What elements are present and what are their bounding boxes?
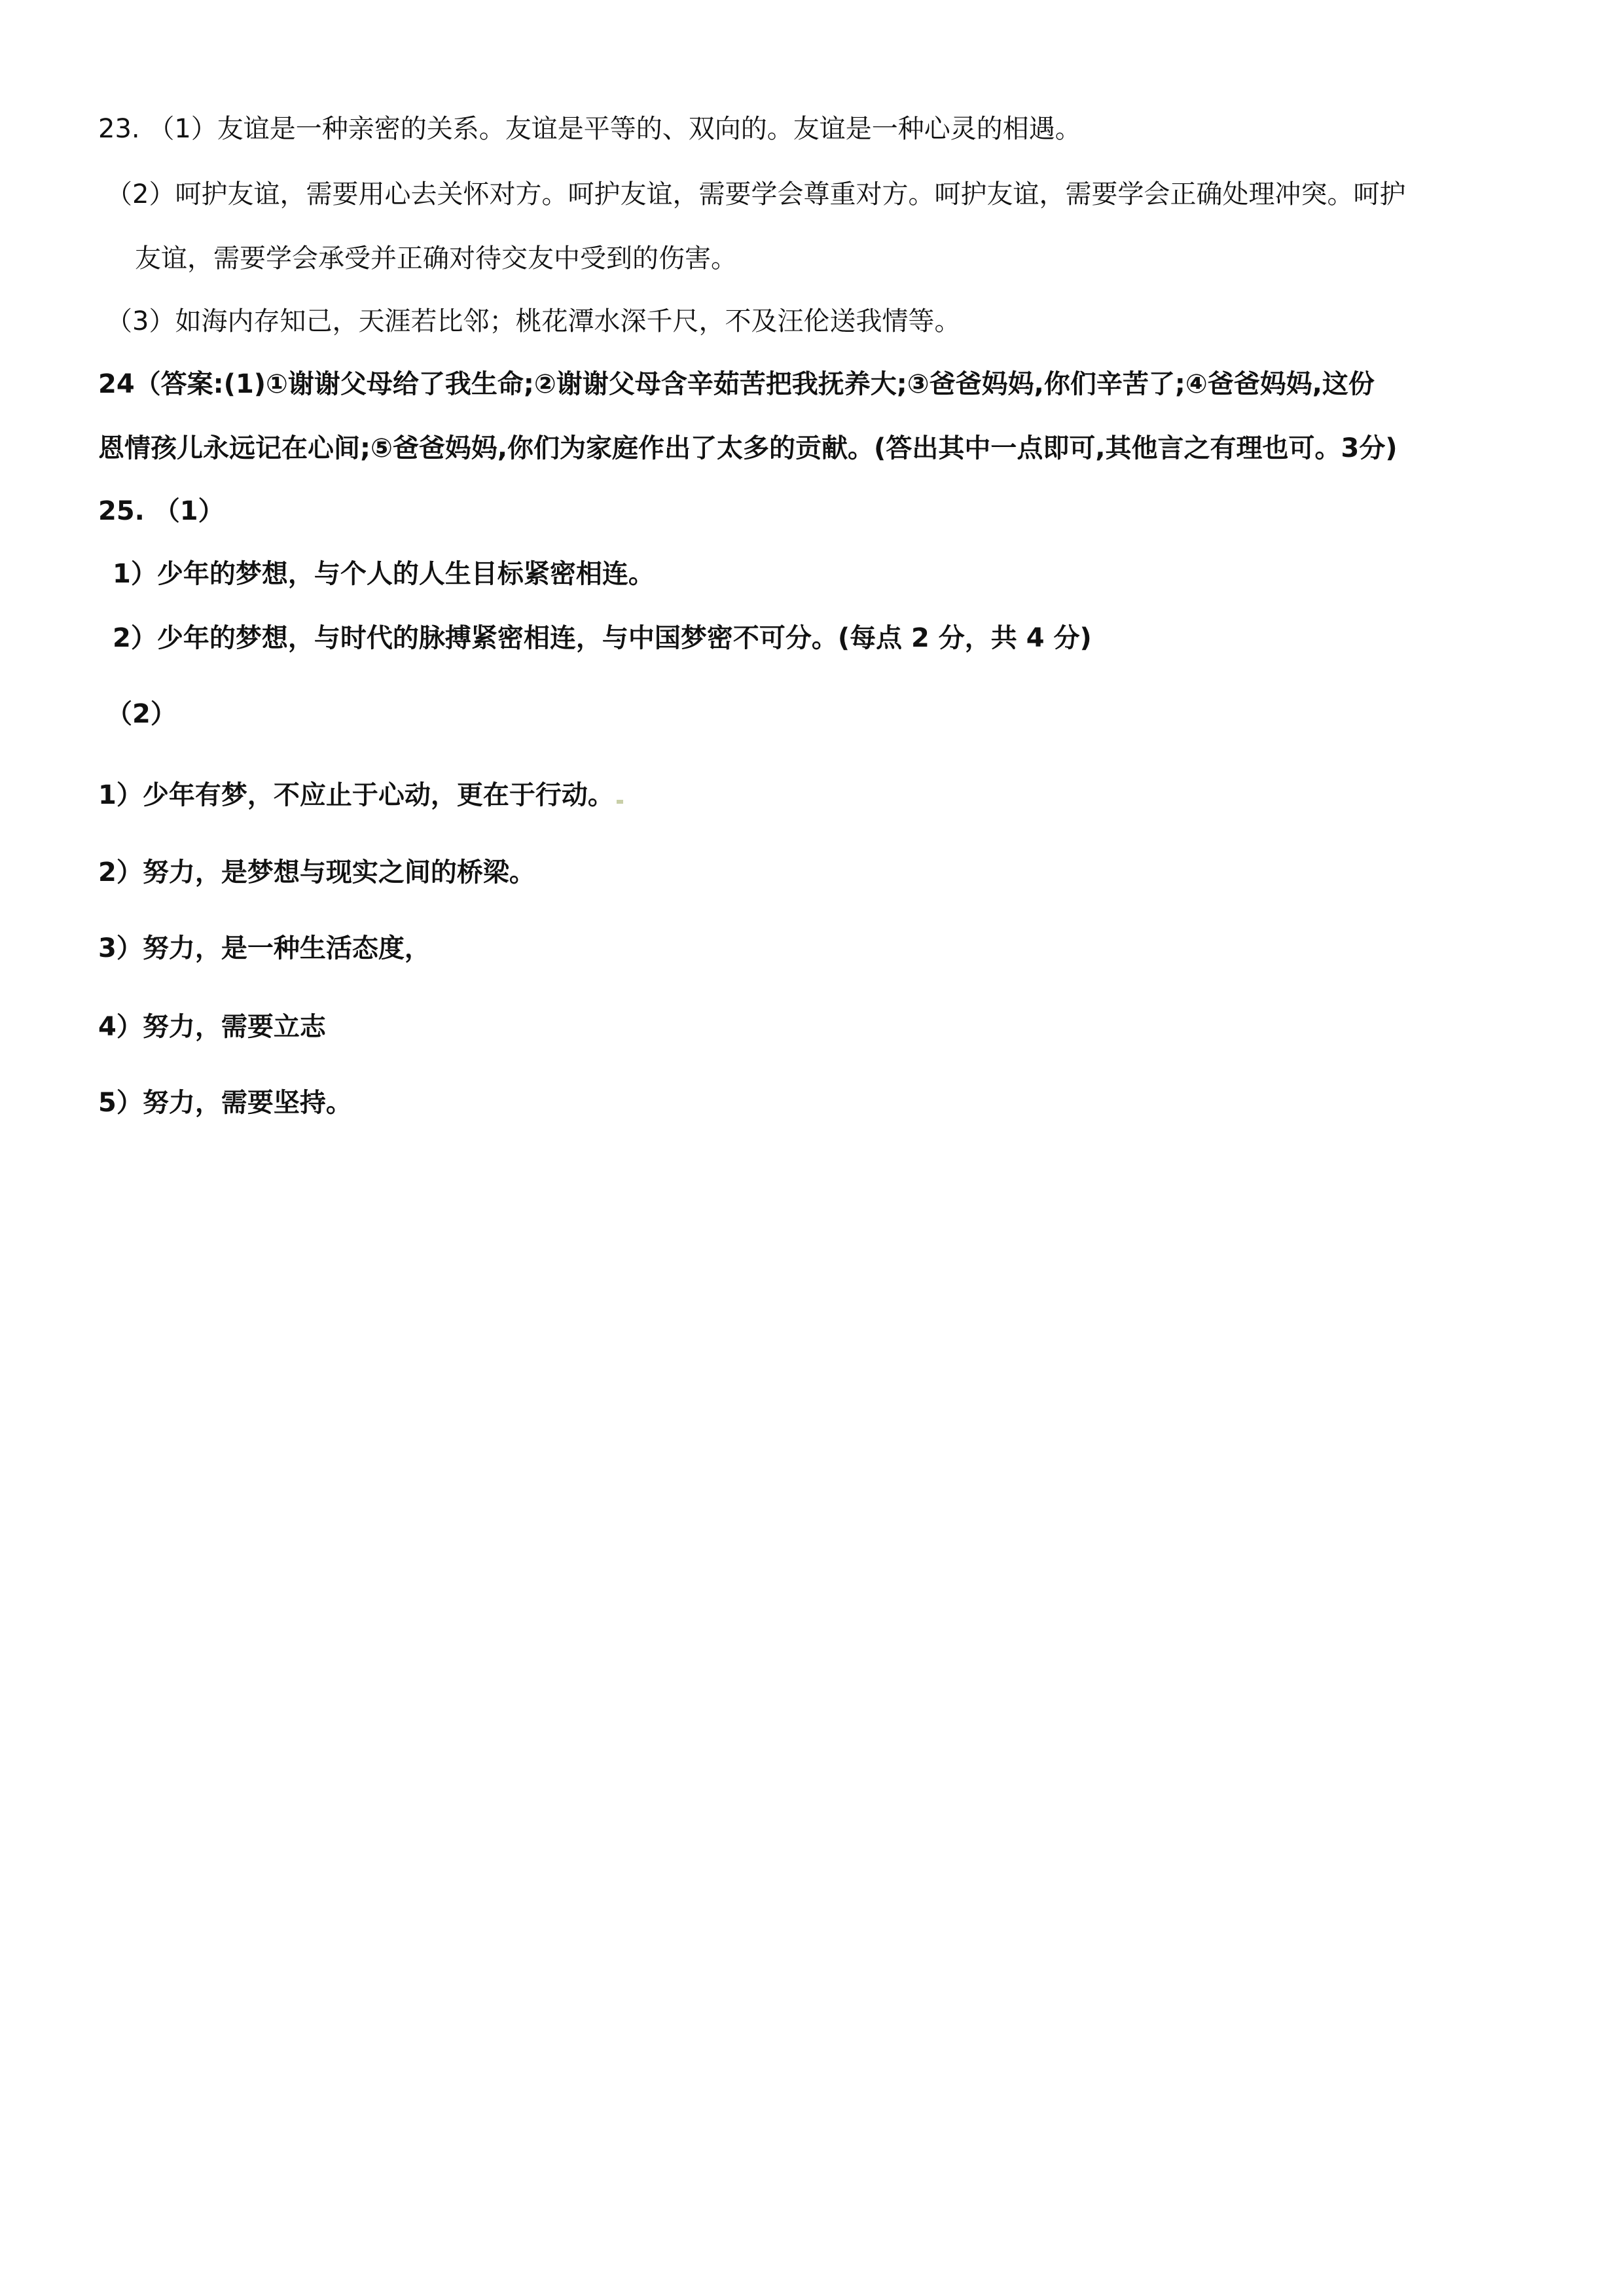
q23-part2-line2: 友谊，需要学会承受并正确对待交友中受到的伤害。 xyxy=(135,243,737,274)
scan-artifact-mark xyxy=(617,800,623,804)
q25-part1-item2: 2）少年的梦想，与时代的脉搏紧密相连，与中国梦密不可分。(每点 2 分，共 4 分) xyxy=(113,623,1092,653)
q25-part2-item1 xyxy=(98,779,623,812)
q23-part1: 23. （1）友谊是一种亲密的关系。友谊是平等的、双向的。友谊是一种心灵的相遇。 xyxy=(98,114,1081,144)
q25-part2-item3: 3）努力，是一种生活态度， xyxy=(98,933,431,963)
q25-part2-item5: 5）努力，需要坚持。 xyxy=(98,1088,352,1118)
q24-answer-line2: 恩情孩儿永远记在心间;⑤爸爸妈妈,你们为家庭作出了太多的贡献。(答出其中一点即可,其他言之有理也可。3分) xyxy=(98,433,1398,463)
q25-part2-item2: 2）努力，是梦想与现实之间的桥梁。 xyxy=(98,857,535,888)
q25-part1-item1: 1）少年的梦想，与个人的人生目标紧密相连。 xyxy=(113,559,655,589)
q24-answer-line1: 24（答案:(1)①谢谢父母给了我生命;②谢谢父母含辛茹苦把我抚养大;③爸爸妈妈,你们辛苦了;④爸爸妈妈,这份 xyxy=(98,369,1375,399)
q23-part3: （3）如海内存知己，天涯若比邻；桃花潭水深千尺，不及汪伦送我情等。 xyxy=(106,306,961,336)
q23-part2-line1: （2）呵护友谊，需要用心去关怀对方。呵护友谊，需要学会尊重对方。呵护友谊，需要学会正确处理冲突。呵护 xyxy=(106,179,1406,209)
q25-part2-item4: 4）努力，需要立志 xyxy=(98,1012,326,1042)
q25-part2-heading: （2） xyxy=(106,699,177,729)
q25-part2-item1-text: 1）少年有梦，不应止于心动，更在于行动。 xyxy=(98,780,614,810)
q25-heading: 25. （1） xyxy=(98,496,225,526)
